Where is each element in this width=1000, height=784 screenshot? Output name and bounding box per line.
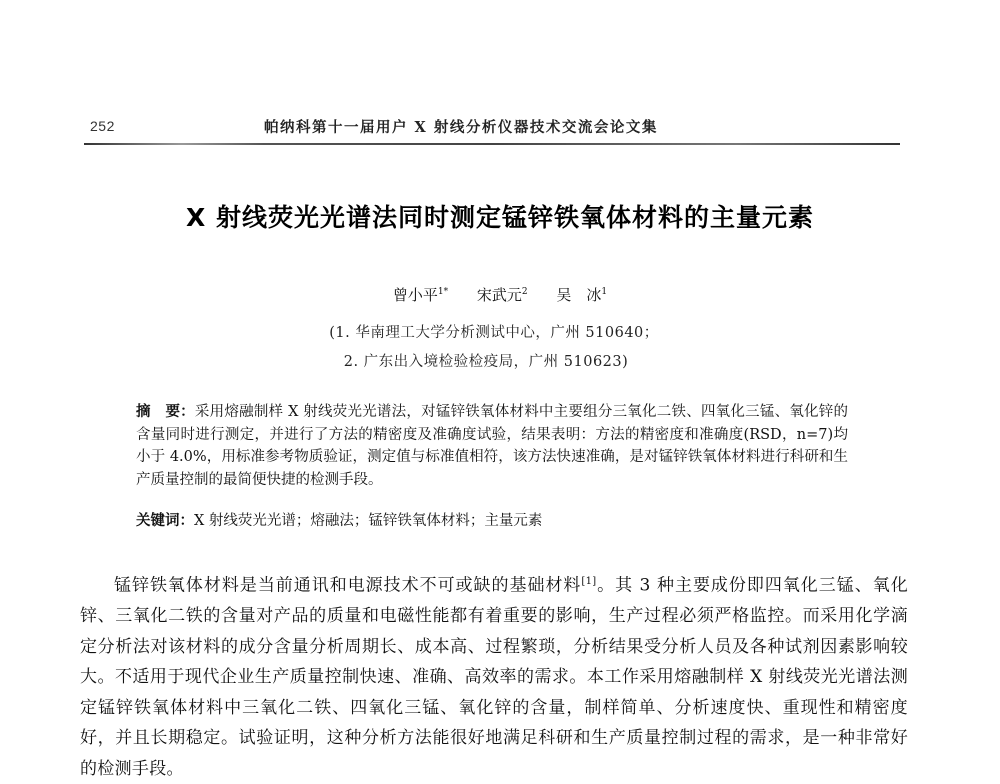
body-text-part: 锰锌铁氧体材料是当前通讯和电源技术不可或缺的基础材料 <box>114 575 582 596</box>
author-name: 吴 冰 <box>556 286 602 304</box>
author-name: 曾小平 <box>392 286 438 304</box>
paper-title: X 射线荧光光谱法同时测定锰锌铁氧体材料的主量元素 <box>186 203 814 232</box>
abstract-text: 采用熔融制样 X 射线荧光光谱法，对锰锌铁氧体材料中主要组分三氧化二铁、四氧化三锰、氧化锌的含量同时进行测定，并进行了方法的精密度及准确度试验，结果表明：方法的精密度和准确度(RSD，n=7)均小于 4.0%，用标准参考物质验证，测定值与标准值相符，该方法快速准确，是对锰锌铁氧体材料进行科研和生产质量控制的最简便快捷的检测手段。 <box>136 404 848 488</box>
keywords-label: 关键词： <box>136 513 194 529</box>
abstract <box>136 401 848 491</box>
author-affil-mark: 1* <box>437 287 449 297</box>
author-affil-mark: 1 <box>601 287 608 297</box>
keywords-text: X 射线荧光光谱；熔融法；锰锌铁氧体材料；主量元素 <box>194 513 543 529</box>
abstract-label: 摘 要： <box>136 404 195 420</box>
body-text-part: 。其 3 种主要成份即四氧化三锰、氧化锌、三氧化二铁的含量对产品的质量和电磁性能都有着重要的影响，生产过程必须严格监控。而采用化学滴定分析法对该材料的成分含量分析周期长、成本高、过程繁琐，分析结果受分析人员及各种试剂因素影响较大。不适用于现代企业生产质量控制快速、准确、高效率的需求。本工作采用熔融制样 X 射线荧光光谱法测定锰锌铁氧体材料中三氧化二铁、四氧化三锰、氧化锌的含量，制样简单、分析速度快、重现性和精密度好，并且长期稳定。试验证明，这种分析方法能很好地满足科研和生产质量控制过程的需求，是一种非常好的检测手段。 <box>80 575 908 779</box>
header-rule <box>84 143 900 145</box>
author <box>393 286 448 304</box>
author <box>477 286 528 304</box>
author-list <box>0 284 1000 305</box>
page-number: 252 <box>90 118 115 134</box>
keywords <box>136 509 848 530</box>
author-affil-mark: 2 <box>521 287 528 297</box>
affiliation: 2. 广东出入境检验检疫局，广州 510623) <box>343 354 629 370</box>
page-header <box>84 112 900 142</box>
author <box>556 286 607 304</box>
citation-link[interactable]: [1] <box>581 576 597 587</box>
affiliation: (1. 华南理工大学分析测试中心，广州 510640； <box>329 325 659 341</box>
author-name: 宋武元 <box>476 286 522 304</box>
body-paragraph <box>80 567 908 784</box>
running-head: 帕纳科第十一届用户 X 射线分析仪器技术交流会论文集 <box>264 119 658 136</box>
